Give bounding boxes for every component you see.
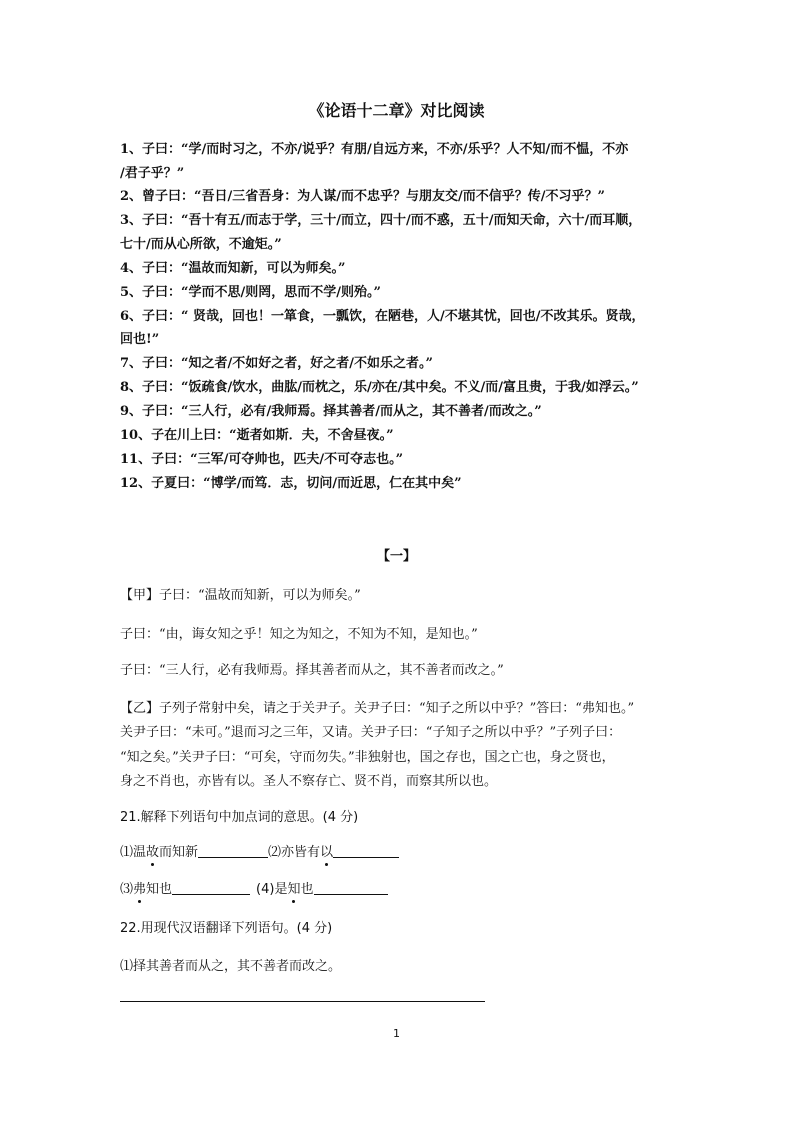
- dotted-char: 以: [320, 845, 334, 860]
- item-text: 也: [300, 882, 314, 897]
- item-text: 知也: [146, 882, 173, 897]
- answer-blank[interactable]: [314, 893, 388, 895]
- question-21-row-1: [120, 841, 399, 860]
- question-21-row-2: [120, 878, 388, 897]
- dotted-char: 故: [146, 845, 160, 860]
- item-text: (4)是: [256, 882, 288, 897]
- text-line: 2、曾子曰：“吾日/三省吾身：为人谋/而不忠乎？与朋友交/而不信乎？传/不习乎？”: [120, 189, 605, 204]
- jia-paragraph: 子曰：“由，诲女知之乎！知之为知之，不知为不知，是知也。”: [120, 627, 478, 642]
- yi-line: “知之矣。”关尹子曰：“可矣，守而勿失。”非独射也，国之存也，国之亡也，身之贤也，: [120, 750, 615, 765]
- answer-line[interactable]: [120, 1001, 485, 1002]
- page-title: 《论语十二章》对比阅读: [308, 101, 485, 120]
- text-line: 回也!”: [120, 332, 160, 347]
- question-21-stem: 21.解释下列语句中加点词的意思。(4 分): [120, 810, 359, 825]
- yi-line: 关尹子曰：“未可。”退而习之三年，又请。关尹子曰：“子知子之所以中乎？”子列子曰：: [120, 725, 622, 740]
- text-line: 6、子曰：“ 贤哉，回也！一箪食，一瓢饮，在陋巷，人/不堪其忧，回也/不改其乐。贤哉，: [120, 309, 645, 324]
- answer-blank[interactable]: [333, 856, 399, 858]
- text-line: 3、子曰：“吾十有五/而志于学，三十/而立，四十/而不惑，五十/而知天命，六十/而耳顺，: [120, 213, 642, 228]
- text-line: 8、子曰：“饭疏食/饮水，曲肱/而枕之，乐/亦在/其中矣。不义/而/富且贵，于我/如浮云。”: [120, 380, 639, 395]
- item-text: ⑴温: [120, 845, 147, 860]
- text-line: 七十/而从心所欲，不逾矩。”: [120, 237, 282, 252]
- text-line: 7、子曰：“知之者/不如好之者，好之者/不如乐之者。”: [120, 356, 433, 371]
- jia-paragraph: 【甲】子曰：“温故而知新，可以为师矣。”: [120, 588, 361, 603]
- question-22-stem: 22.用现代汉语翻译下列语句。(4 分): [120, 921, 333, 936]
- text-line: 1、子曰：“学/而时习之，不亦/说乎？有朋/自远方来，不亦/乐乎？人不知/而不愠，不亦: [120, 142, 629, 157]
- item-text: ⑵亦皆有: [268, 845, 321, 860]
- text-line: 12、子夏曰：“博学/而笃．志，切问/而近思，仁在其中矣”: [120, 476, 462, 491]
- text-line: 4、子曰：“温故而知新，可以为师矣。”: [120, 261, 346, 276]
- section-heading: 【一】: [376, 549, 416, 564]
- jia-paragraph: 子曰：“三人行，必有我师焉。择其善者而从之，其不善者而改之。”: [120, 663, 504, 678]
- text-line: /君子乎？”: [120, 166, 185, 181]
- dotted-char: 知: [287, 882, 301, 897]
- page-number: 1: [393, 1027, 400, 1040]
- yi-line: 身之不肖也，亦皆有以。圣人不察存亡、贤不肖，而察其所以也。: [120, 774, 498, 789]
- text-line: 9、子曰：“三人行，必有/我师焉。择其善者/而从之，其不善者/而改之。”: [120, 404, 542, 419]
- answer-blank[interactable]: [198, 856, 268, 858]
- answer-blank[interactable]: [172, 893, 250, 895]
- dotted-char: 弗: [133, 882, 147, 897]
- item-text: ⑶: [120, 882, 134, 897]
- yi-line: 【乙】子列子常射中矣，请之于关尹子。关尹子曰：“知子之所以中乎？”答曰：“弗知也。”: [120, 701, 635, 716]
- text-line: 5、子曰：“学而不思/则罔，思而不学/则殆。”: [120, 285, 381, 300]
- text-line: 10、子在川上曰：“逝者如斯．夫，不舍昼夜。”: [120, 428, 394, 443]
- text-line: 11、子曰：“三军/可夺帅也，匹夫/不可夺志也。”: [120, 452, 404, 467]
- question-22-item-1: ⑴择其善者而从之，其不善者而改之。: [120, 959, 342, 974]
- item-text: 而知新: [159, 845, 199, 860]
